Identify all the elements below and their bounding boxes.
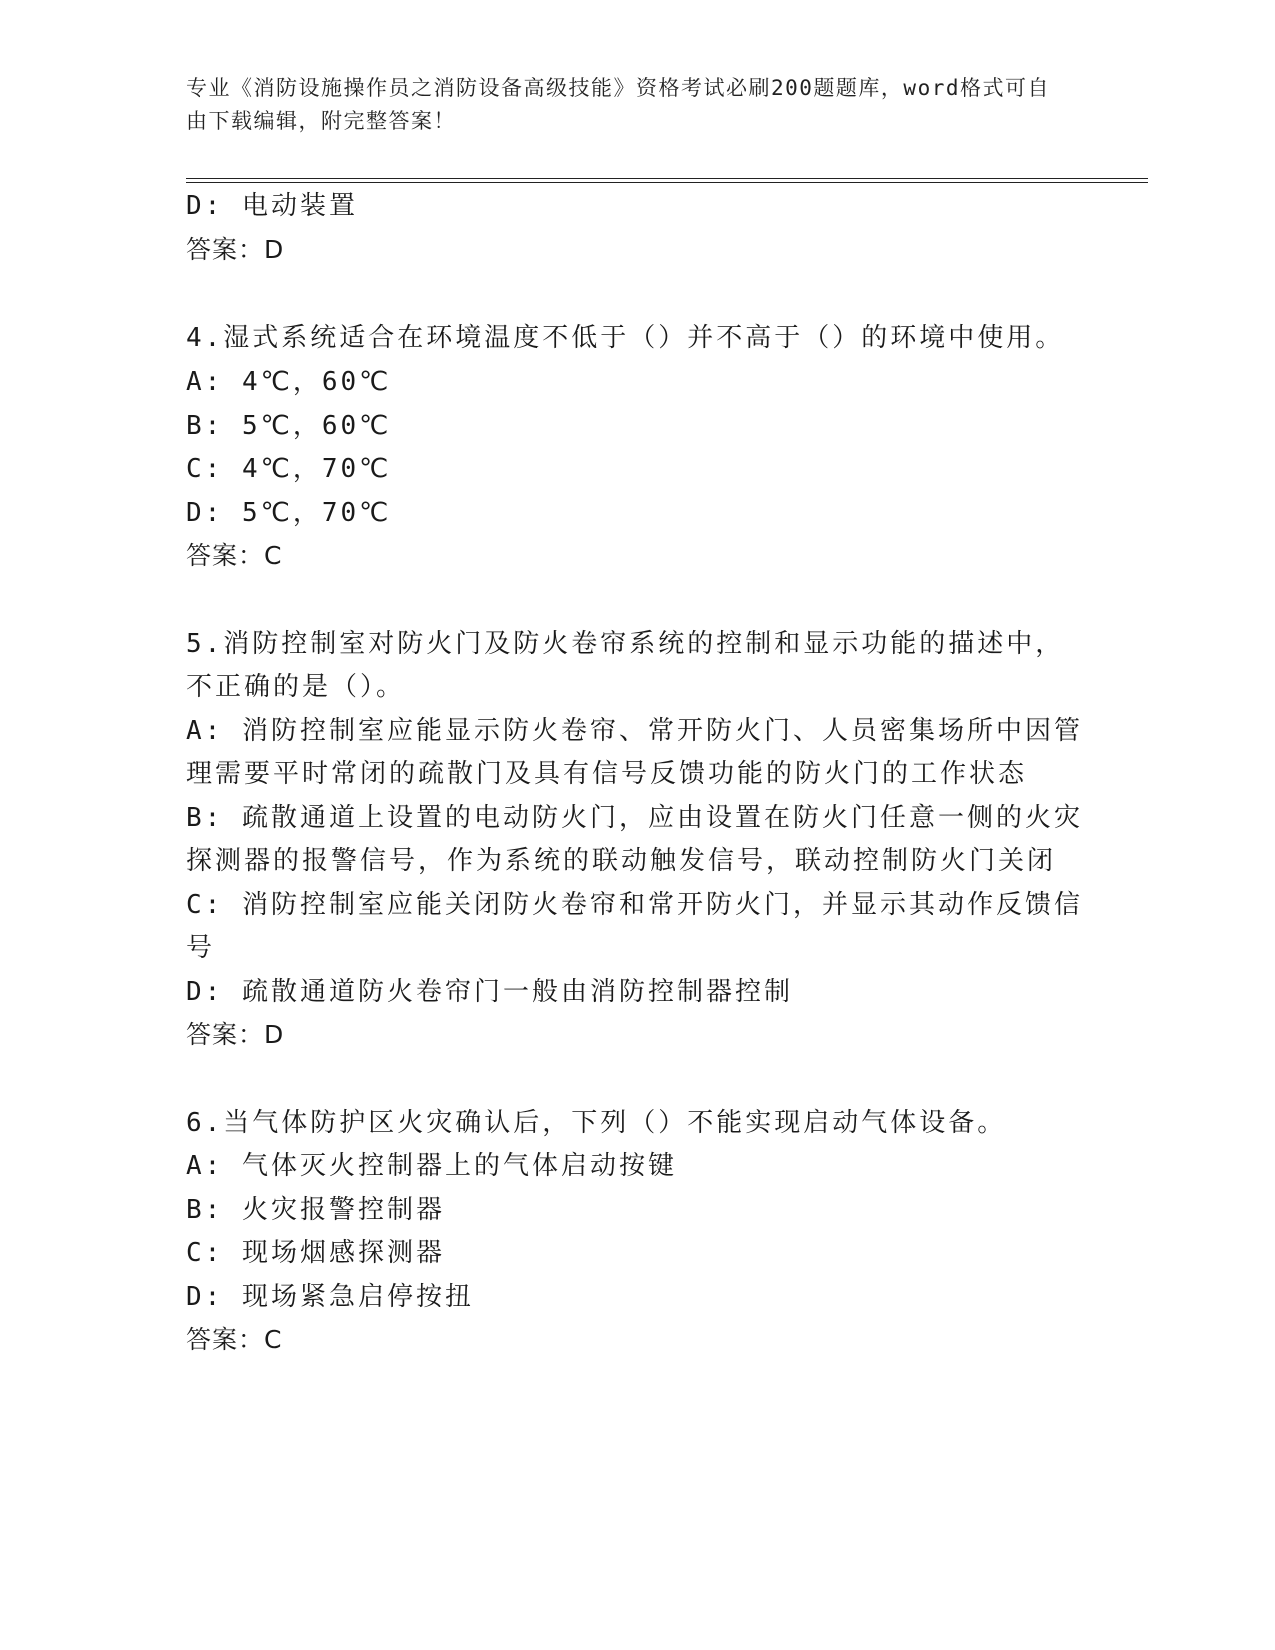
option-a: A: 消防控制室应能显示防火卷帘、常开防火门、人员密集场所中因管	[186, 716, 1083, 746]
option-c-cont: 号	[186, 933, 216, 963]
option-a-cont: 理需要平时常闭的疏散门及具有信号反馈功能的防火门的工作状态	[186, 759, 1028, 789]
option-a: A: 气体灭火控制器上的气体启动按键	[186, 1151, 677, 1181]
option-a: A: 4℃，60℃	[186, 367, 392, 397]
option-d: D: 疏散通道防火卷帘门一般由消防控制器控制	[186, 977, 793, 1007]
option-d: D: 电动装置	[186, 191, 358, 221]
question-5-stem-cont: 不正确的是（）。	[186, 672, 406, 702]
option-b: B: 火灾报警控制器	[186, 1195, 445, 1225]
answer-line: 答案：D	[186, 235, 285, 264]
answer-line: 答案：D	[186, 1020, 285, 1049]
question-5-stem: 5.消防控制室对防火门及防火卷帘系统的控制和显示功能的描述中，	[186, 629, 1065, 659]
option-b-cont: 探测器的报警信号，作为系统的联动触发信号，联动控制防火门关闭	[186, 846, 1057, 876]
question-6-stem: 6.当气体防护区火灾确认后，下列（）不能实现启动气体设备。	[186, 1108, 1007, 1138]
option-d: D: 现场紧急启停按扭	[186, 1282, 474, 1312]
question-4-stem: 4.湿式系统适合在环境温度不低于（）并不高于（）的环境中使用。	[186, 323, 1065, 353]
option-c: C: 4℃，70℃	[186, 454, 392, 484]
option-b: B: 5℃，60℃	[186, 411, 392, 441]
answer-line: 答案：C	[186, 541, 283, 570]
header-divider-bottom	[186, 182, 1148, 183]
option-d: D: 5℃，70℃	[186, 498, 392, 528]
option-b: B: 疏散通道上设置的电动防火门，应由设置在防火门任意一侧的火灾	[186, 803, 1083, 833]
option-c: C: 消防控制室应能关闭防火卷帘和常开防火门，并显示其动作反馈信	[186, 890, 1083, 920]
answer-line: 答案：C	[186, 1325, 283, 1354]
option-c: C: 现场烟感探测器	[186, 1238, 445, 1268]
document-header: 专业《消防设施操作员之消防设备高级技能》资格考试必刷200题题库，word格式可自由下载编辑，附完整答案！	[186, 76, 1050, 133]
header-divider-top	[186, 178, 1148, 179]
